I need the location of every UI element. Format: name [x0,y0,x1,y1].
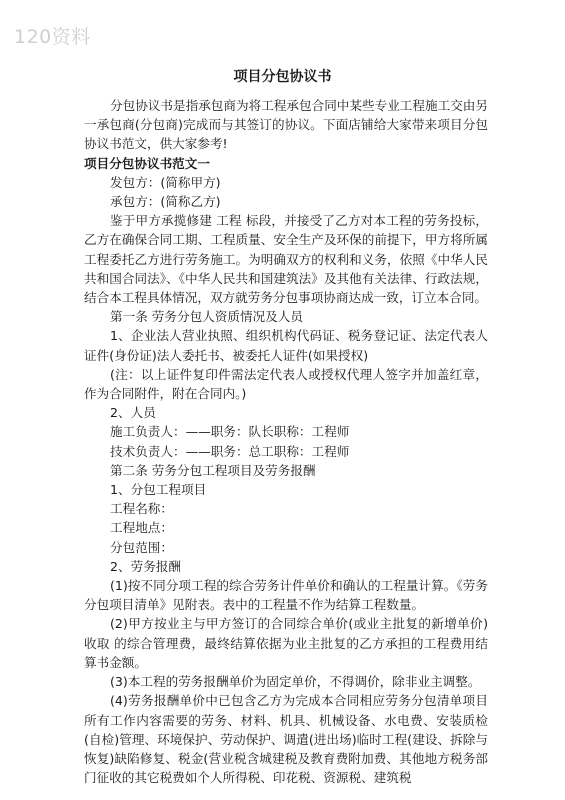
party-a-line: 发包方：(简称甲方) [110,174,221,190]
preamble-paragraph: 鉴于甲方承揽修建 工程 标段，并接受了乙方对本工程的劳务投标，乙方在确保合同工期、工程质量、安全生产及环保的前提下，甲方将所属 工程委托乙方进行劳务施工。为明确双方的权利和义务，依照《中华人民共和国合同法》、《中华人民共和国建筑法》及其他有关法律、行政法规，结合本工程具体情况，双方就劳务分包事项协商达成一致，订立本合同。 [84,213,488,306]
technical-lead-line: 技术负责人：——职务：总工职称：工程师 [110,443,350,459]
document-title: 项目分包协议书 [233,69,332,85]
watermark: 120资料 [14,26,91,48]
remuneration-clause-2: (2)甲方按业主与甲方签订的合同综合单价(或业主批复的新增单价)收取 的综合管理费，最终结算依据为业主批复的乙方承担的工程费用结算书金额。 [84,616,488,670]
article-2-heading: 第二条 劳务分包工程项目及劳务报酬 [110,462,316,478]
article-2-item-1: 1、分包工程项目 [110,482,207,498]
project-name-line: 工程名称： [110,501,173,517]
construction-lead-line: 施工负责人：——职务：队长职称：工程师 [110,424,350,440]
article-1-note: (注：以上证件复印件需法定代表人或授权代理人签字并加盖红章，作为合同附件，附在合同内。) [84,366,488,402]
party-b-line: 承包方：(简称乙方) [110,194,221,210]
article-1-item-2: 2、人员 [110,405,156,421]
article-2-item-2: 2、劳务报酬 [110,558,181,574]
intro-paragraph: 分包协议书是指承包商为将工程承包合同中某些专业工程施工交由另一承包商(分包商)完成而与其签订的协议。下面店铺给大家带来项目分包协议书范文，供大家参考! [84,98,488,152]
article-1-heading: 第一条 劳务分包人资质情况及人员 [110,309,303,325]
project-location-line: 工程地点： [110,520,173,536]
section-heading: 项目分包协议书范文一 [84,155,210,171]
remuneration-clause-4: (4)劳务报酬单价中已包含乙方为完成本合同相应劳务分包清单项目所有工作内容需要的劳务、材料、机具、机械设备、水电费、安装质检(自检)管理、环境保护、劳动保护、调遣(进出场)临时工程(建设、拆除与恢复)缺陷修复、税金(营业税含城建税及教育费附加费、其他地方税务部门征收的其它税费如个人所得税、印花税、资源税、建筑税 [84,693,488,786]
remuneration-clause-1: (1)按不同分项工程的综合劳务计件单价和确认的工程量计算。《劳务分包项目清单》见附表。表中的工程量不作为结算工程数量。 [84,578,488,613]
article-1-item-1: 1、企业法人营业执照、组织机构代码证、税务登记证、法定代表人证件(身份证)法人委托书、被委托人证件(如果授权) [84,328,488,363]
remuneration-clause-3: (3)本工程的劳务报酬单价为固定单价，不得调价，除非业主调整。 [110,674,481,690]
document-body [84,96,488,787]
subcontract-scope-line: 分包范围： [110,539,173,555]
